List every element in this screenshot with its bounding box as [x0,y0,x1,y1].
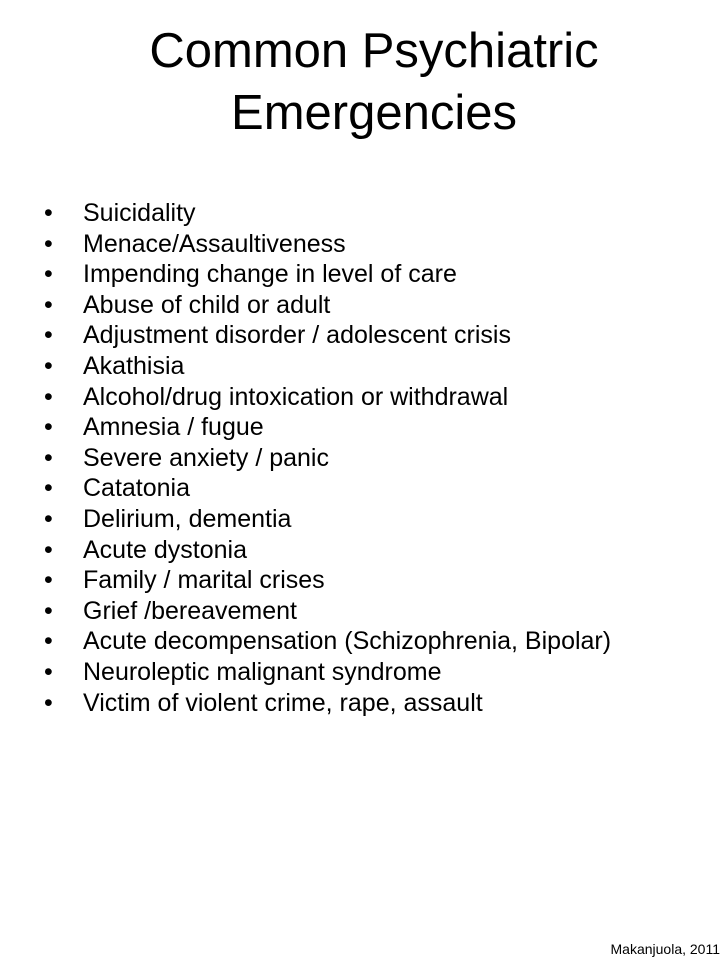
list-item [44,382,611,413]
bullet-icon: • [44,229,53,258]
list-item [44,229,611,260]
footer-credit: Makanjuola, 2011 [610,941,720,957]
list-item-label: Acute dystonia [83,535,247,564]
list-item [44,596,611,627]
bullet-icon: • [44,413,53,442]
list-item [44,198,611,229]
list-item [44,290,611,321]
bullet-icon: • [44,657,53,686]
list-item-label: Neuroleptic malignant syndrome [83,657,442,686]
list-item [44,535,611,566]
bullet-icon: • [44,504,53,533]
bullet-icon: • [44,596,53,625]
bullet-icon: • [44,199,53,227]
list-item-label: Victim of violent crime, rape, assault [83,688,483,717]
list-item [44,320,611,351]
bullet-icon: • [44,351,53,380]
list-item [44,504,611,535]
slide-title [0,20,728,144]
list-item [44,443,611,474]
emergency-list [44,198,611,718]
list-item-label: Alcohol/drug intoxication or withdrawal [83,382,509,411]
list-item-label: Adjustment disorder / adolescent crisis [83,321,511,350]
bullet-icon: • [44,290,53,319]
list-item-label: Amnesia / fugue [83,413,264,442]
list-item-label: Delirium, dementia [83,504,292,533]
list-item-label: Abuse of child or adult [83,290,331,319]
bullet-icon: • [44,443,53,472]
list-item-label: Impending change in level of care [83,260,457,289]
bullet-icon: • [44,260,53,289]
bullet-icon: • [44,566,53,595]
bullet-icon: • [44,535,53,564]
list-item-label: Acute decompensation (Schizophrenia, Bipolar) [83,627,612,656]
list-item-label: Catatonia [83,474,191,503]
list-item-label: Severe anxiety / panic [83,443,329,472]
list-item-label: Suicidality [83,199,196,227]
list-item [44,473,611,504]
list-item-label: Akathisia [83,351,185,380]
list-item [44,657,611,688]
slide-title-line-2: Emergencies [231,86,517,140]
list-item [44,351,611,382]
bullet-icon: • [44,688,53,717]
list-item-label: Family / marital crises [83,566,325,595]
bullet-icon: • [44,627,53,656]
list-item [44,565,611,596]
bullet-icon: • [44,321,53,350]
list-item [44,626,611,657]
slide-title-line-1: Common Psychiatric [149,24,599,78]
list-item-label: Grief /bereavement [83,596,297,625]
list-item-label: Menace/Assaultiveness [83,229,346,258]
bullet-icon: • [44,382,53,411]
list-item [44,259,611,290]
list-item [44,688,611,719]
list-item [44,412,611,443]
bullet-icon: • [44,474,53,503]
